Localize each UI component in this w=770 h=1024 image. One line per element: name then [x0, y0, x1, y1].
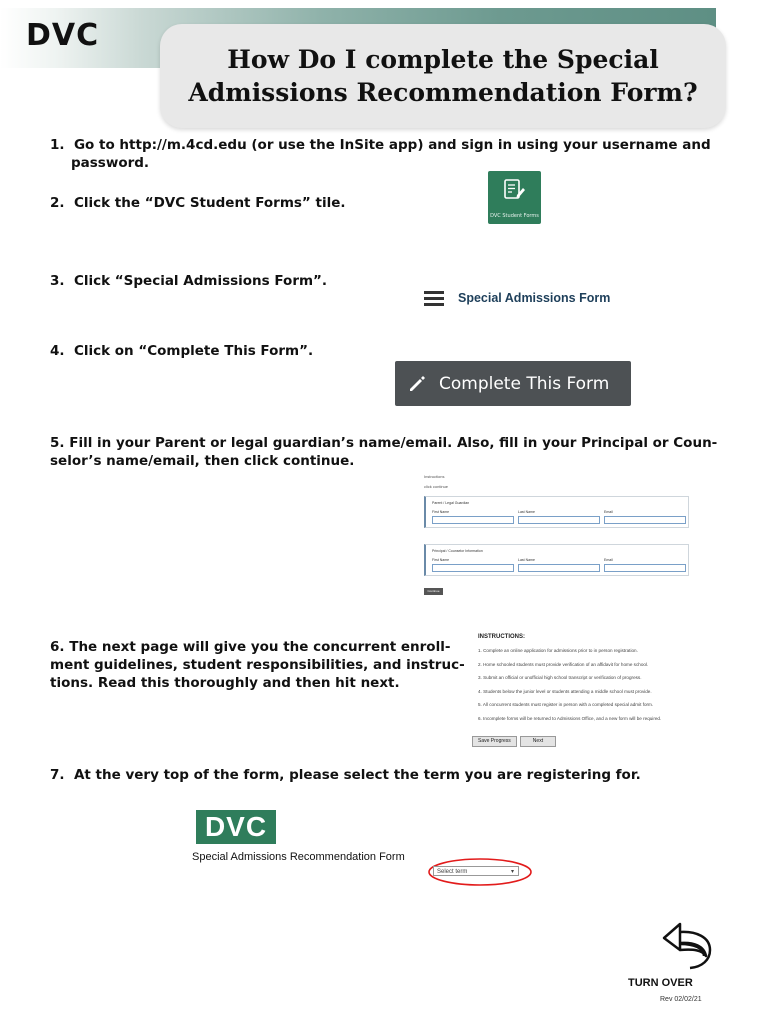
field-label: First Name [432, 558, 450, 562]
instructions-preview [478, 634, 692, 729]
step-number: 7. [50, 767, 65, 783]
step-text: Go to http://m.4cd.edu (or use the InSite app) and sign in using your username and [73, 137, 711, 153]
chevron-down-icon: ▾ [510, 869, 514, 875]
list-icon [424, 288, 444, 309]
revision-date: Rev 02/02/21 [660, 996, 702, 1003]
step-number: 5. [50, 435, 65, 451]
parent-email-field[interactable] [604, 516, 686, 524]
save-progress-button[interactable]: Save Progress [472, 736, 517, 747]
principal-first-name-field[interactable] [432, 564, 514, 572]
step-text: Click the “DVC Student Forms” tile. [73, 195, 346, 211]
instruction-item: 2. Home schooled students must provide verification of an affidavit for home school. [478, 661, 649, 667]
step-6 [50, 638, 470, 692]
form-intro: Instructions [424, 474, 445, 479]
instruction-item: 3. Submit an official or unofficial high school transcript or verification of progress. [478, 675, 642, 680]
button-label: Complete This Form [439, 373, 610, 394]
page-title-line2: Admissions Recommendation Form? [188, 78, 698, 107]
step-text: ment guidelines, student responsibilities, and instruc- [50, 657, 465, 673]
principal-email-field[interactable] [604, 564, 686, 572]
title-box [160, 24, 726, 128]
step-text: tions. Read this thoroughly and then hit next. [50, 675, 400, 691]
field-label: Last Name [518, 510, 535, 514]
step-3 [50, 272, 327, 290]
step-number: 6. [50, 639, 65, 655]
instruction-item: 4. Students below the junior level or students attending a middle school must provide. [478, 688, 652, 694]
field-label: Email [604, 558, 613, 562]
step-text: The next page will give you the concurrent enroll- [69, 639, 451, 655]
pencil-icon [407, 374, 427, 394]
header-logo: DVC [26, 18, 100, 53]
step-text: Fill in your Parent or legal guardian’s name/email. Also, fill in your Principal or Coun- [69, 435, 718, 451]
instructions-buttons [472, 736, 556, 747]
instruction-item: 5. All concurrent students must register in person with a completed special admit form. [478, 702, 654, 707]
step-text: selor’s name/email, then click continue. [50, 453, 355, 469]
dvc-student-forms-tile[interactable] [488, 171, 541, 224]
step-4 [50, 342, 313, 360]
link-label: Special Admissions Form [458, 291, 611, 305]
field-label: First Name [432, 510, 450, 514]
form-document-icon [502, 178, 526, 202]
instruction-item: 6. Incomplete forms will be returned to Admissions Office, and a new form will be required. [478, 715, 662, 721]
form-intro: click continue [424, 484, 449, 489]
step-number: 2. [50, 195, 65, 211]
tile-label: DVC Student Forms [490, 213, 539, 219]
step-2 [50, 194, 345, 212]
step-1 [50, 136, 730, 172]
form-title: Special Admissions Recommendation Form [192, 851, 405, 863]
special-admissions-form-link[interactable] [424, 286, 610, 310]
parent-first-name-field[interactable] [432, 516, 514, 524]
field-label: Last Name [518, 558, 535, 562]
turn-over-arrow-icon [660, 920, 716, 974]
continue-button[interactable]: Continue [424, 588, 443, 595]
parent-section [424, 496, 689, 528]
step-text: Click on “Complete This Form”. [73, 343, 314, 359]
section-label: Parent / Legal Guardian [432, 501, 470, 505]
dvc-logo: DVC [196, 810, 276, 844]
next-button[interactable]: Next [520, 736, 556, 747]
instruction-item: 1. Complete an online application for admissions prior to in person registration. [478, 648, 638, 653]
step-number: 1. [50, 137, 65, 153]
complete-this-form-button[interactable] [395, 361, 631, 406]
field-label: Email [604, 510, 613, 514]
page-title [188, 43, 697, 109]
step-number: 4. [50, 343, 65, 359]
parent-last-name-field[interactable] [518, 516, 600, 524]
step-number: 3. [50, 273, 65, 289]
select-placeholder: Select term [437, 869, 468, 875]
step-7 [50, 766, 641, 784]
instructions-heading: INSTRUCTIONS: [478, 634, 525, 640]
step-5 [50, 434, 730, 470]
term-select[interactable] [433, 866, 519, 876]
step-text: Click “Special Admissions Form”. [73, 273, 328, 289]
page-title-line1: How Do I complete the Special [227, 45, 659, 74]
section-label: Principal / Counselor Information [432, 549, 483, 553]
step-text: At the very top of the form, please select the term you are registering for. [73, 767, 641, 783]
parent-counselor-form-preview [418, 474, 692, 598]
turn-over-label: TURN OVER [628, 977, 693, 989]
step-text: password. [71, 155, 150, 171]
principal-section [424, 544, 689, 576]
principal-last-name-field[interactable] [518, 564, 600, 572]
